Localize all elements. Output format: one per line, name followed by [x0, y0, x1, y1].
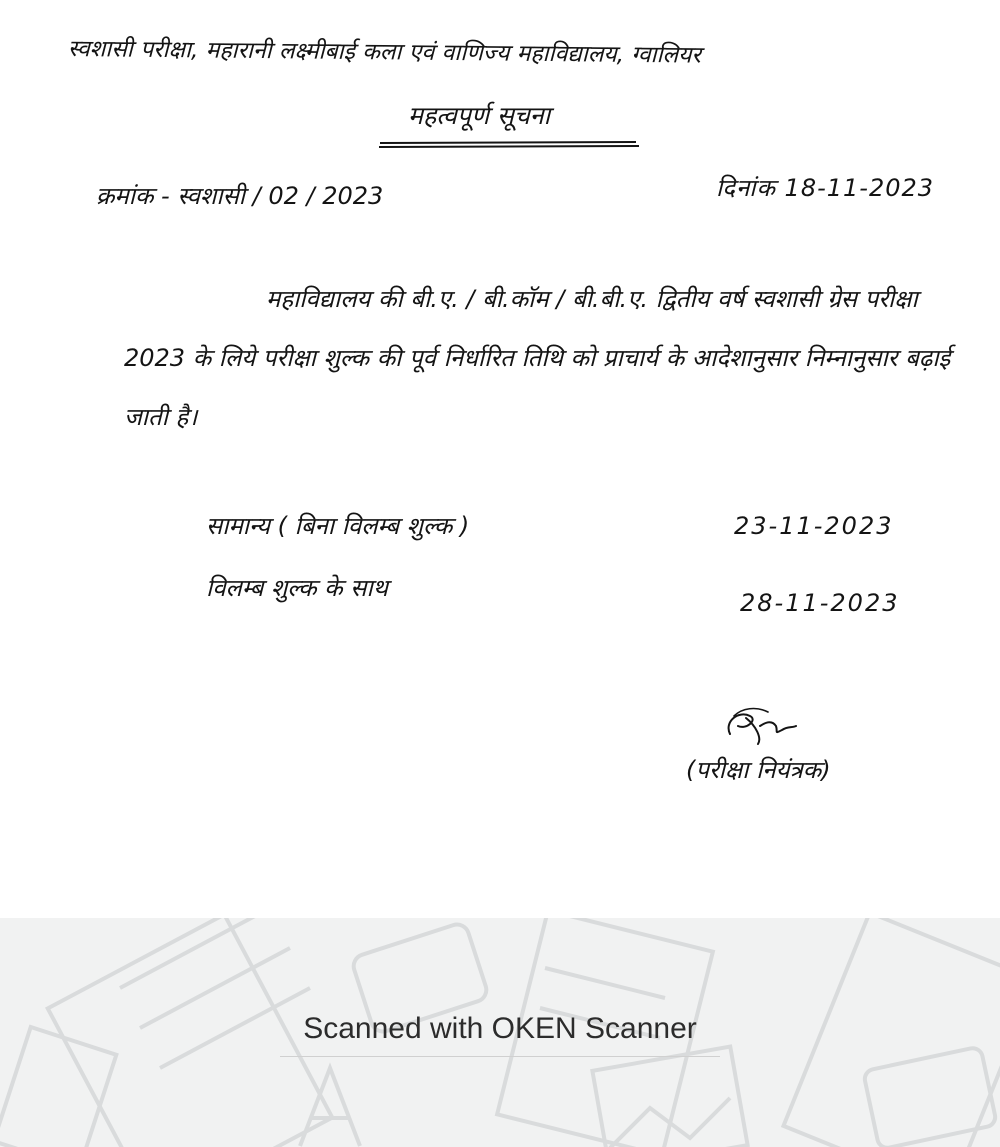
notice-subject: महत्वपूर्ण सूचना	[408, 101, 551, 130]
schedule-date-regular: 23-11-2023	[734, 512, 894, 540]
notice-body: महाविद्यालय की बी.ए. / बी.कॉम / बी.बी.ए. द्वितीय वर्ष स्वशासी ग्रेस परीक्षा 2023 के लिये परीक्षा शुल्क की पूर्व निर्धारित तिथि को प्राचार्य के आदेशानुसार निम्नानुसार बढ़ाई जाती है।	[124, 285, 951, 431]
reference-number: क्रमांक - स्वशासी / 02 / 2023	[96, 182, 384, 210]
watermark-underline	[280, 1056, 720, 1057]
schedule-date-late: 28-11-2023	[740, 589, 900, 617]
schedule-label-regular: सामान्य ( बिना विलम्ब शुल्क )	[206, 512, 470, 540]
signature	[716, 704, 800, 750]
signatory-designation: (परीक्षा नियंत्रक)	[686, 756, 831, 784]
letterhead: स्वशासी परीक्षा, महारानी लक्ष्मीबाई कला एवं वाणिज्य महाविद्यालय, ग्वालियर	[67, 36, 701, 69]
notice-date: दिनांक 18-11-2023	[716, 174, 935, 202]
subject-underline	[378, 141, 640, 148]
schedule-label-late: विलम्ब शुल्क के साथ	[206, 574, 389, 602]
scanner-watermark: Scanned with OKEN Scanner	[303, 1012, 697, 1045]
